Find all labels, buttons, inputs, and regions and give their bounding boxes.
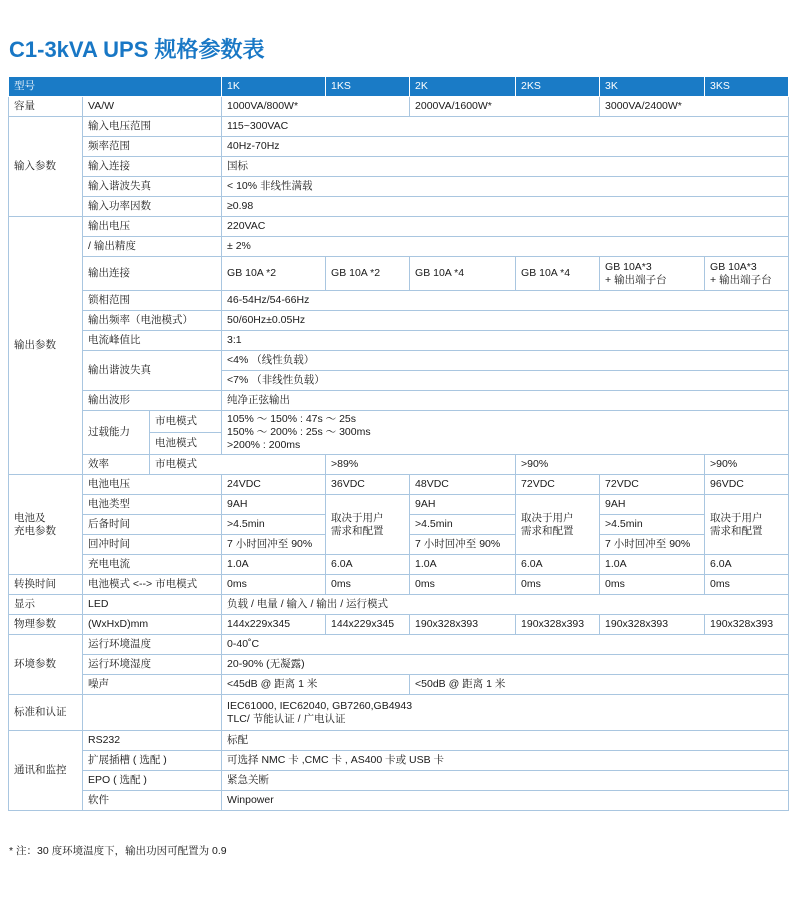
output-connection-1ks: GB 10A *2	[326, 257, 410, 291]
model-3ks: 3KS	[705, 77, 789, 97]
table-row	[9, 291, 789, 311]
charge-3k: 1.0A	[600, 555, 705, 575]
table-row	[9, 771, 789, 791]
table-row	[9, 257, 789, 291]
charge-1ks: 6.0A	[326, 555, 410, 575]
table-row	[9, 391, 789, 411]
row-label: 市电模式	[150, 455, 326, 475]
row-label: 电流峰值比	[83, 331, 222, 351]
battery-type-2k: 9AH	[410, 495, 516, 515]
row-label: 软件	[83, 791, 222, 811]
battery-type-1k: 9AH	[222, 495, 326, 515]
table-row	[9, 197, 789, 217]
recharge-1k: 7 小时回冲至 90%	[222, 535, 326, 555]
table-row	[9, 615, 789, 635]
table-row	[9, 455, 789, 475]
battery-voltage-2ks: 72VDC	[516, 475, 600, 495]
row-value: 可选择 NMC 卡 ,CMC 卡 , AS400 卡或 USB 卡	[222, 751, 789, 771]
model-1ks: 1KS	[326, 77, 410, 97]
row-label: 回冲时间	[83, 535, 222, 555]
row-label: 噪声	[83, 675, 222, 695]
table-row	[9, 751, 789, 771]
model-1k: 1K	[222, 77, 326, 97]
overload-mode-battery: 电池模式	[150, 433, 222, 455]
row-value: 纯净正弦输出	[222, 391, 789, 411]
model-2ks: 2KS	[516, 77, 600, 97]
row-label: 输出电压	[83, 217, 222, 237]
overload-line-3: >200% : 200ms	[227, 439, 301, 451]
row-label: 电池模式 <--> 市电模式	[83, 575, 222, 595]
standards-values	[222, 695, 789, 731]
row-label: 输入谐波失真	[83, 177, 222, 197]
category-display: 显示	[9, 595, 83, 615]
row-label: 电池电压	[83, 475, 222, 495]
category-physical: 物理参数	[9, 615, 83, 635]
table-row	[9, 351, 789, 371]
row-label: EPO ( 选配 )	[83, 771, 222, 791]
dims-1ks: 144x229x345	[326, 615, 410, 635]
category-comms: 通讯和监控	[9, 731, 83, 811]
table-row	[9, 555, 789, 575]
battery-voltage-3ks: 96VDC	[705, 475, 789, 495]
overload-line-2: 150% ～ 200% : 25s ～ 300ms	[227, 426, 371, 438]
overload-line-1: 105% ～ 150% : 47s ～ 25s	[227, 413, 357, 425]
row-value: Winpower	[222, 791, 789, 811]
row-label: (WxHxD)mm	[83, 615, 222, 635]
transfer-3k: 0ms	[600, 575, 705, 595]
row-value: <7% （非线性负载）	[222, 371, 789, 391]
noise-1k: <45dB @ 距离 1 米	[222, 675, 410, 695]
user-defined-3ks: 取决于用户 需求和配置	[705, 495, 789, 555]
table-row	[9, 311, 789, 331]
efficiency-1k: >89%	[326, 455, 516, 475]
model-label: 型号	[9, 77, 222, 97]
row-value: 115~300VAC	[222, 117, 789, 137]
table-row	[9, 655, 789, 675]
row-value: 220VAC	[222, 217, 789, 237]
dims-2k: 190x328x393	[410, 615, 516, 635]
table-row	[9, 237, 789, 257]
row-label: RS232	[83, 731, 222, 751]
model-3k: 3K	[600, 77, 705, 97]
row-value: 46-54Hz/54-66Hz	[222, 291, 789, 311]
table-row	[9, 157, 789, 177]
table-row	[9, 475, 789, 495]
row-label: 频率范围	[83, 137, 222, 157]
backup-1k: >4.5min	[222, 515, 326, 535]
category-transfer: 转换时间	[9, 575, 83, 595]
row-value: 40Hz-70Hz	[222, 137, 789, 157]
row-label: 过载能力	[83, 411, 150, 455]
table-row	[9, 595, 789, 615]
row-value: 3:1	[222, 331, 789, 351]
table-row	[9, 331, 789, 351]
table-row	[9, 731, 789, 751]
row-label: 锁相范围	[83, 291, 222, 311]
table-row	[9, 97, 789, 117]
charge-1k: 1.0A	[222, 555, 326, 575]
capacity-2k: 2000VA/1600W*	[410, 97, 600, 117]
table-row	[9, 177, 789, 197]
row-value: < 10% 非线性满载	[222, 177, 789, 197]
output-connection-1k: GB 10A *2	[222, 257, 326, 291]
table-row	[9, 217, 789, 237]
output-connection-3k: GB 10A*3 + 输出端子台	[600, 257, 705, 291]
row-label: 输入功率因数	[83, 197, 222, 217]
footnote: * 注：30 度环境温度下，输出功因可配置为 0.9	[9, 845, 227, 857]
row-label: 输出频率（电池模式）	[83, 311, 222, 331]
dims-3k: 190x328x393	[600, 615, 705, 635]
row-value: ≥0.98	[222, 197, 789, 217]
dims-2ks: 190x328x393	[516, 615, 600, 635]
row-label: 输入电压范围	[83, 117, 222, 137]
category-battery: 电池及 充电参数	[9, 475, 83, 575]
row-label: 输入连接	[83, 157, 222, 177]
page-title: C1-3kVA UPS 规格参数表	[9, 37, 265, 62]
overload-values	[222, 411, 789, 455]
table-row	[9, 791, 789, 811]
row-value: 负载 / 电量 / 输入 / 输出 / 运行模式	[222, 595, 789, 615]
standards-blank	[83, 695, 222, 731]
row-label: 运行环境湿度	[83, 655, 222, 675]
header-row	[9, 77, 789, 97]
row-label: 输出波形	[83, 391, 222, 411]
charge-3ks: 6.0A	[705, 555, 789, 575]
row-label: 电池类型	[83, 495, 222, 515]
backup-3k: >4.5min	[600, 515, 705, 535]
transfer-3ks: 0ms	[705, 575, 789, 595]
battery-voltage-1k: 24VDC	[222, 475, 326, 495]
spec-table	[8, 76, 789, 811]
charge-2k: 1.0A	[410, 555, 516, 575]
model-2k: 2K	[410, 77, 516, 97]
table-row	[9, 495, 789, 515]
noise-2k3k: <50dB @ 距离 1 米	[410, 675, 789, 695]
category-input: 输入参数	[9, 117, 83, 217]
row-label: LED	[83, 595, 222, 615]
table-row	[9, 635, 789, 655]
backup-2k: >4.5min	[410, 515, 516, 535]
transfer-1k: 0ms	[222, 575, 326, 595]
category-efficiency: 效率	[83, 455, 150, 475]
row-label: 输出谐波失真	[83, 351, 222, 391]
dims-1k: 144x229x345	[222, 615, 326, 635]
efficiency-3k: >90%	[705, 455, 789, 475]
output-connection-2ks: GB 10A *4	[516, 257, 600, 291]
row-value: 20-90% (无凝露)	[222, 655, 789, 675]
capacity-unit: VA/W	[83, 97, 222, 117]
category-capacity: 容量	[9, 97, 83, 117]
category-standards: 标准和认证	[9, 695, 83, 731]
dims-3ks: 190x328x393	[705, 615, 789, 635]
transfer-1ks: 0ms	[326, 575, 410, 595]
row-value: ± 2%	[222, 237, 789, 257]
row-label: 运行环境温度	[83, 635, 222, 655]
row-value: 标配	[222, 731, 789, 751]
user-defined-2ks: 取决于用户 需求和配置	[516, 495, 600, 555]
standards-line-2: TLC/ 节能认证 / 广电认证	[227, 712, 346, 725]
table-row	[9, 117, 789, 137]
transfer-2k: 0ms	[410, 575, 516, 595]
category-output: 输出参数	[9, 217, 83, 475]
row-label: 输出连接	[83, 257, 222, 291]
battery-voltage-1ks: 36VDC	[326, 475, 410, 495]
battery-voltage-3k: 72VDC	[600, 475, 705, 495]
row-label: 充电电流	[83, 555, 222, 575]
transfer-2ks: 0ms	[516, 575, 600, 595]
recharge-3k: 7 小时回冲至 90%	[600, 535, 705, 555]
row-value: <4% （线性负载）	[222, 351, 789, 371]
table-row	[9, 575, 789, 595]
row-value: 0-40˚C	[222, 635, 789, 655]
battery-voltage-2k: 48VDC	[410, 475, 516, 495]
table-row	[9, 695, 789, 731]
recharge-2k: 7 小时回冲至 90%	[410, 535, 516, 555]
user-defined-1ks: 取决于用户 需求和配置	[326, 495, 410, 555]
efficiency-2k: >90%	[516, 455, 705, 475]
table-row	[9, 411, 789, 433]
row-value: 紧急关断	[222, 771, 789, 791]
table-row	[9, 137, 789, 157]
row-value: 50/60Hz±0.05Hz	[222, 311, 789, 331]
capacity-3k: 3000VA/2400W*	[600, 97, 789, 117]
row-label: / 输出精度	[83, 237, 222, 257]
charge-2ks: 6.0A	[516, 555, 600, 575]
battery-type-3k: 9AH	[600, 495, 705, 515]
row-label: 后备时间	[83, 515, 222, 535]
overload-mode-utility: 市电模式	[150, 411, 222, 433]
standards-line-1: IEC61000, IEC62040, GB7260,GB4943	[227, 699, 413, 712]
row-label: 扩展插槽 ( 选配 )	[83, 751, 222, 771]
table-row	[9, 675, 789, 695]
category-environment: 环境参数	[9, 635, 83, 695]
output-connection-2k: GB 10A *4	[410, 257, 516, 291]
row-value: 国标	[222, 157, 789, 177]
capacity-1k: 1000VA/800W*	[222, 97, 410, 117]
output-connection-3ks: GB 10A*3 + 输出端子台	[705, 257, 789, 291]
